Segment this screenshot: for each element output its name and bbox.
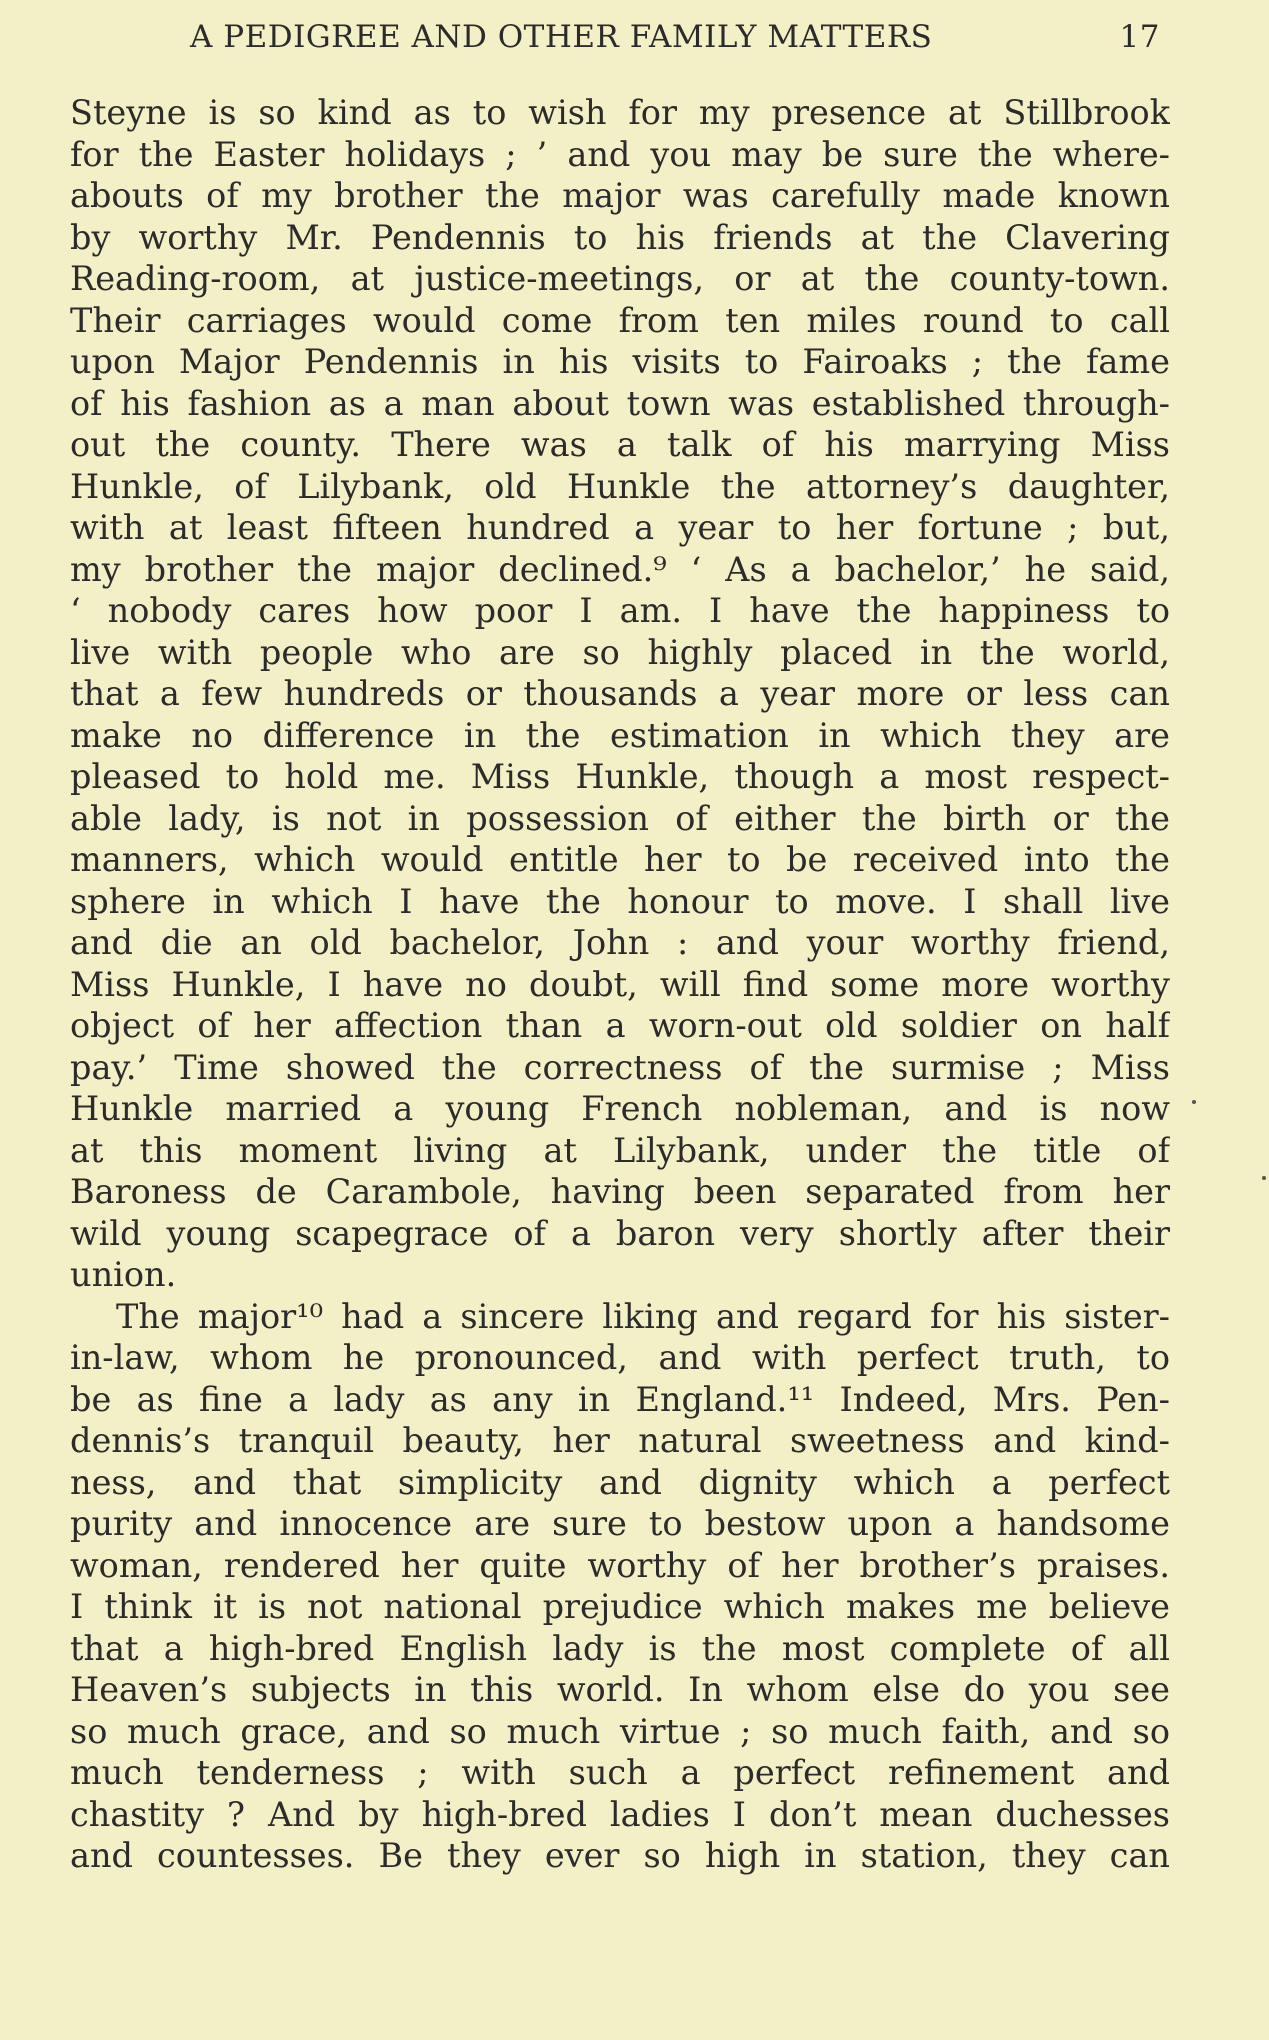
text-line: abouts of my brother the major was carefully made known (70, 176, 1170, 215)
text-line: and die an old bachelor, John : and your worthy friend, (70, 923, 1170, 962)
text-line: Their carriages would come from ten miles round to call (70, 300, 1170, 340)
text-line: union. (70, 1255, 177, 1294)
text-line: object of her affection than a worn-out old soldier on half (70, 1006, 1170, 1045)
text-line: at this moment living at Lilybank, under the title of (70, 1130, 1170, 1170)
text-line: purity and innocence are sure to bestow upon a handsome (70, 1504, 1170, 1543)
text-line: pay.’ Time showed the correctness of the surmise ; Miss (70, 1047, 1170, 1087)
text-line: much tenderness ; with such a perfect refinement and (70, 1753, 1170, 1792)
text-line: Miss Hunkle, I have no doubt, will find some more worthy (70, 964, 1170, 1004)
stray-ink-mark (1262, 1176, 1266, 1180)
text-line: upon Major Pendennis in his visits to Fairoaks ; the fame (70, 342, 1170, 381)
text-line: that a high-bred English lady is the most complete of all (70, 1628, 1170, 1668)
running-head (190, 12, 1160, 62)
text-line: in-law, whom he pronounced, and with perfect truth, to (70, 1338, 1170, 1377)
text-line: Baroness de Carambole, having been separated from her (70, 1172, 1170, 1211)
text-line: sphere in which I have the honour to move. I shall live (70, 881, 1170, 921)
text-line: woman, rendered her quite worthy of her brother’s praises. (70, 1545, 1170, 1585)
text-line: so much grace, and so much virtue ; so much faith, and so (70, 1711, 1170, 1751)
text-line: make no difference in the estimation in which they are (70, 715, 1170, 755)
text-line: that a few hundreds or thousands a year more or less can (70, 674, 1170, 713)
text-line: my brother the major declined.⁹ ‘ As a bachelor,’ he said, (70, 549, 1170, 589)
text-line: dennis’s tranquil beauty, her natural sweetness and kind- (70, 1421, 1170, 1460)
text-line: out the county. There was a talk of his marrying Miss (70, 425, 1170, 464)
text-line: wild young scapegrace of a baron very shortly after their (70, 1213, 1170, 1253)
text-line: I think it is not national prejudice which makes me believe (70, 1587, 1170, 1626)
text-line: for the Easter holidays ; ’ and you may be sure the where- (70, 134, 1170, 174)
text-line: Hunkle married a young French nobleman, and is now (70, 1089, 1170, 1128)
text-line: and countesses. Be they ever so high in station, they can (70, 1836, 1170, 1875)
text-line: Steyne is so kind as to wish for my presence at Stillbrook (70, 93, 1170, 132)
text-line: with at least fifteen hundred a year to her fortune ; but, (70, 508, 1170, 547)
paragraph-first-line: The major¹⁰ had a sincere liking and regard for his sister- (116, 1296, 1170, 1336)
text-line: be as fine a lady as any in England.¹¹ Indeed, Mrs. Pen- (70, 1379, 1170, 1419)
text-line: Hunkle, of Lilybank, old Hunkle the attorney’s daughter, (70, 466, 1170, 506)
text-line: of his fashion as a man about town was established through- (70, 383, 1170, 423)
text-line: chastity ? And by high-bred ladies I don’t mean duchesses (70, 1794, 1170, 1834)
text-line: ness, and that simplicity and dignity which a perfect (70, 1462, 1170, 1502)
text-line: Heaven’s subjects in this world. In whom else do you see (70, 1670, 1170, 1709)
text-line: by worthy Mr. Pendennis to his friends at the Clavering (70, 217, 1170, 257)
body-text (70, 92, 1170, 1877)
text-line: ‘ nobody cares how poor I am. I have the happiness to (70, 591, 1170, 630)
text-line: pleased to hold me. Miss Hunkle, though a most respect- (70, 757, 1170, 796)
stray-ink-mark (1192, 1100, 1196, 1104)
text-line: Reading-room, at justice-meetings, or at the county-town. (70, 259, 1170, 298)
text-line: able lady, is not in possession of either the birth or the (70, 798, 1170, 838)
running-head-title: A PEDIGREE AND OTHER FAMILY MATTERS (190, 19, 933, 55)
page-number: 17 (1119, 19, 1160, 55)
text-line: live with people who are so highly placed in the world, (70, 632, 1170, 672)
text-line: manners, which would entitle her to be received into the (70, 840, 1170, 879)
